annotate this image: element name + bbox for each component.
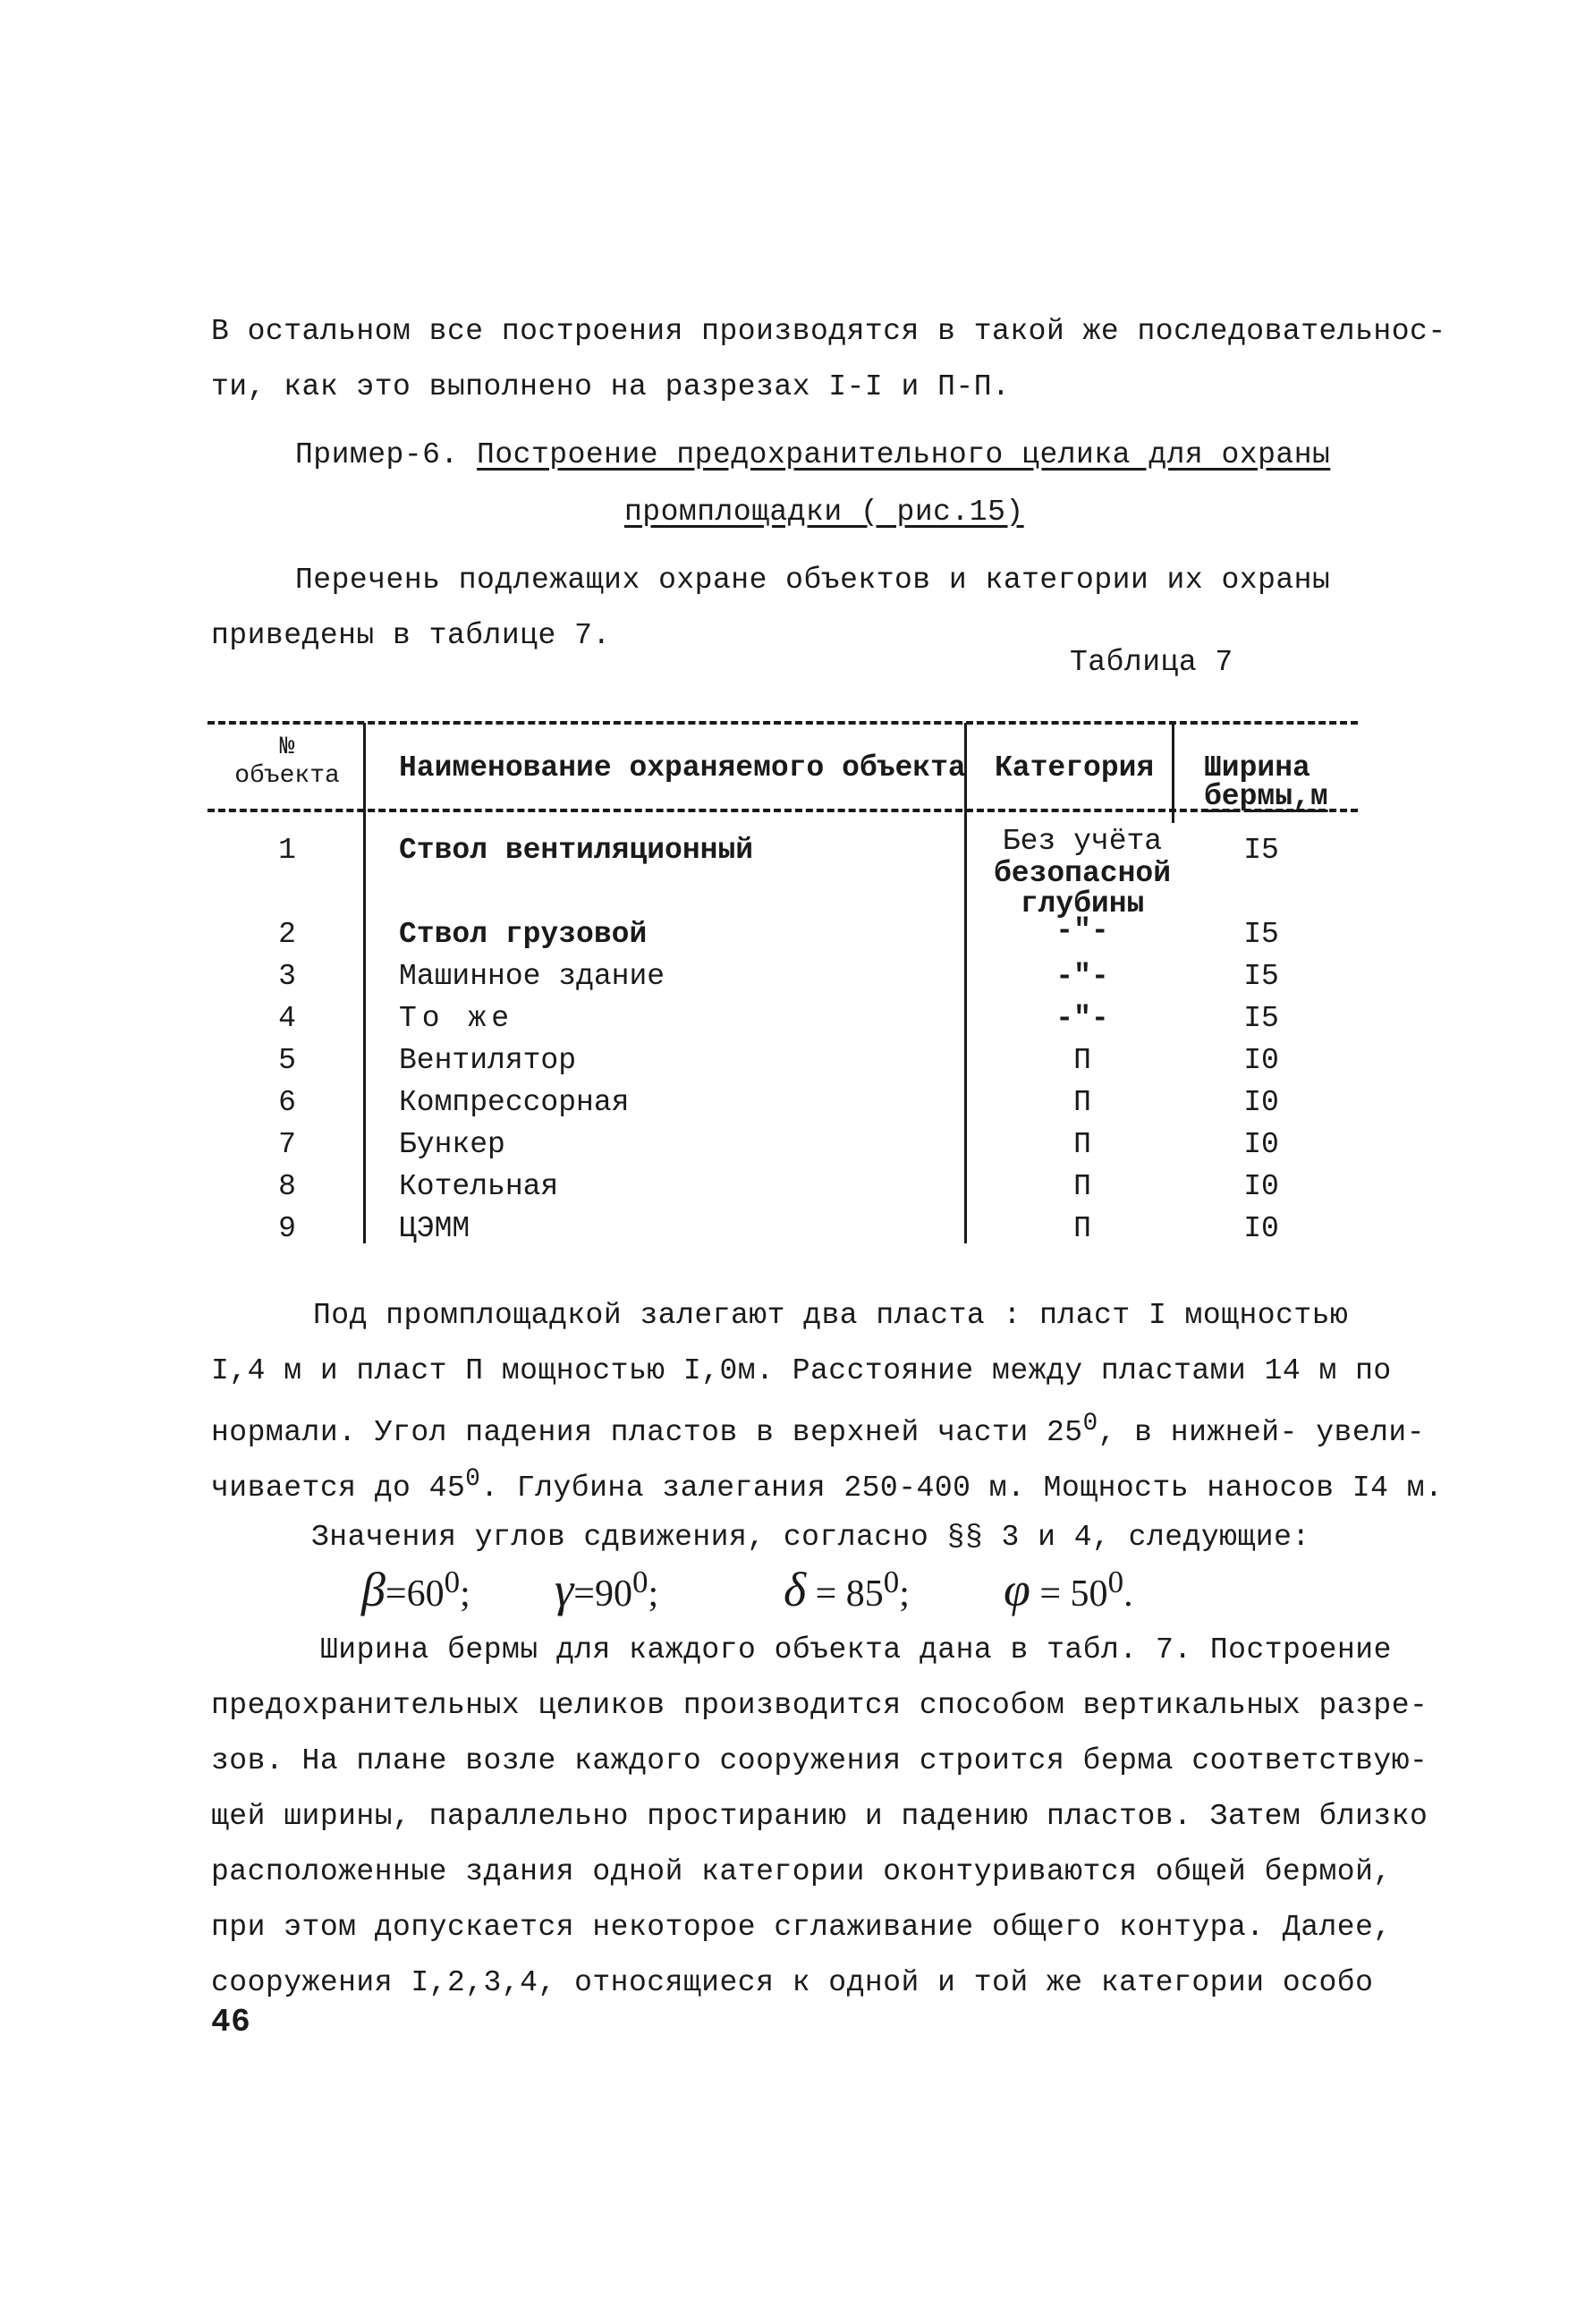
table-column-divider bbox=[1172, 723, 1174, 823]
angle-end: ; bbox=[460, 1573, 470, 1615]
row-name: Ствол грузовой bbox=[399, 918, 648, 951]
angle-end: ; bbox=[899, 1573, 910, 1615]
paragraph-line: В остальном все построения производятся в такой же последовательнос- bbox=[211, 315, 1446, 348]
angle-value: =60 bbox=[385, 1573, 445, 1615]
header-width-line2: бермы,м bbox=[1204, 780, 1328, 813]
row-name: Вентилятор bbox=[399, 1044, 577, 1077]
degree-mark: 0 bbox=[465, 1465, 481, 1493]
row-num: 9 bbox=[278, 1212, 296, 1245]
angle-delta bbox=[784, 1562, 910, 1617]
row-category: П bbox=[1073, 1128, 1091, 1161]
header-category: Категория bbox=[995, 751, 1155, 785]
degree-mark: 0 bbox=[1082, 1410, 1098, 1438]
angle-gamma bbox=[555, 1562, 658, 1617]
row-category: безопасной bbox=[993, 857, 1172, 890]
row-category: П bbox=[1073, 1212, 1091, 1245]
gamma-symbol: γ bbox=[555, 1563, 574, 1616]
example-title-line2: промплощадки ( рис.15) bbox=[624, 496, 1024, 529]
row-category: -"- bbox=[1055, 960, 1109, 993]
page-number: 46 bbox=[211, 2004, 251, 2040]
row-name: Ствол вентиляционный bbox=[399, 834, 754, 867]
header-num-label: объекта bbox=[234, 762, 340, 790]
intro-line: Перечень подлежащих охране объектов и категории их охраны bbox=[295, 564, 1331, 597]
table-header-rule bbox=[208, 809, 1358, 812]
angle-value: = 50 bbox=[1030, 1573, 1108, 1615]
beta-symbol: β bbox=[361, 1563, 386, 1616]
angle-end: ; bbox=[648, 1573, 659, 1615]
paragraph-line: ти, как это выполнено на разрезах I-I и П-П. bbox=[211, 370, 1011, 403]
row-name: То же bbox=[399, 1002, 515, 1035]
angle-phi bbox=[1004, 1562, 1133, 1617]
row-category: глубины bbox=[1020, 887, 1145, 920]
row-num: 3 bbox=[278, 960, 296, 993]
row-num: 7 bbox=[278, 1128, 296, 1161]
row-width: I5 bbox=[1243, 960, 1279, 993]
row-num: 5 bbox=[278, 1044, 296, 1077]
text-span: нормали. Угол падения пластов в верхней части 25 bbox=[211, 1416, 1083, 1449]
table-caption: Таблица 7 bbox=[1070, 646, 1233, 679]
angle-beta bbox=[361, 1562, 470, 1617]
table-top-rule bbox=[208, 721, 1358, 725]
row-width: I0 bbox=[1243, 1212, 1279, 1245]
row-width: I0 bbox=[1243, 1086, 1279, 1119]
paragraph-line bbox=[211, 1465, 1443, 1505]
paragraph-line: Ширина бермы для каждого объекта дана в табл. 7. Построение bbox=[320, 1633, 1392, 1667]
row-name: Компрессорная bbox=[399, 1086, 630, 1119]
example-prefix: Пример-6. bbox=[295, 438, 459, 471]
row-num: 8 bbox=[278, 1170, 296, 1203]
row-category: П bbox=[1073, 1086, 1091, 1119]
phi-symbol: φ bbox=[1004, 1563, 1030, 1616]
angle-value: =90 bbox=[573, 1573, 632, 1615]
header-name: Наименование охраняемого объекта bbox=[399, 751, 966, 785]
row-category: -"- bbox=[1055, 914, 1109, 947]
row-name: Бункер bbox=[399, 1128, 505, 1161]
paragraph-line: Значения углов сдвижения, согласно §§ 3 и 4, следующие: bbox=[311, 1521, 1310, 1554]
paragraph-line: I,4 м и пласт П мощностью I,0м. Расстояние между пластами 14 м по bbox=[211, 1354, 1392, 1387]
text-span: чивается до 45 bbox=[211, 1472, 466, 1505]
paragraph-line: предохранительных целиков производится способом вертикальных разре- bbox=[211, 1689, 1428, 1722]
row-category: -"- bbox=[1055, 1002, 1109, 1035]
row-name: Котельная bbox=[399, 1170, 559, 1203]
row-category: П bbox=[1073, 1044, 1091, 1077]
degree-mark: 0 bbox=[631, 1565, 648, 1599]
angle-end: . bbox=[1123, 1573, 1133, 1615]
paragraph-line: при этом допускается некоторое сглаживание общего контура. Далее, bbox=[211, 1911, 1392, 1944]
row-width: I0 bbox=[1243, 1170, 1279, 1203]
intro-line: приведены в таблице 7. bbox=[211, 619, 611, 652]
row-width: I5 bbox=[1243, 834, 1279, 867]
row-width: I5 bbox=[1243, 1002, 1279, 1035]
degree-mark: 0 bbox=[444, 1565, 461, 1599]
delta-symbol: δ bbox=[784, 1563, 807, 1616]
table-column-divider bbox=[363, 723, 366, 1243]
row-num: 6 bbox=[278, 1086, 296, 1119]
row-num: 2 bbox=[278, 918, 296, 951]
example-heading bbox=[295, 438, 1330, 471]
paragraph-line bbox=[211, 1410, 1425, 1449]
paragraph-line: расположенные здания одной категории оконтуриваются общей бермой, bbox=[211, 1855, 1392, 1888]
row-num: 4 bbox=[278, 1002, 296, 1035]
row-category: П bbox=[1073, 1170, 1091, 1203]
row-width: I5 bbox=[1243, 918, 1279, 951]
paragraph-line: сооружения I,2,3,4, относящиеся к одной и той же категории особо bbox=[211, 1966, 1374, 1999]
table-column-divider bbox=[964, 723, 967, 1243]
degree-mark: 0 bbox=[1107, 1565, 1124, 1599]
paragraph-line: зов. На плане возле каждого сооружения строится берма соответствую- bbox=[211, 1744, 1428, 1777]
row-width: I0 bbox=[1243, 1128, 1279, 1161]
row-num: 1 bbox=[278, 834, 296, 867]
paragraph-line: Под промплощадкой залегают два пласта : пласт I мощностью bbox=[313, 1299, 1349, 1332]
header-num-symbol: № bbox=[279, 734, 295, 761]
angle-value: = 85 bbox=[806, 1573, 884, 1615]
text-span: , в нижней- увели- bbox=[1098, 1416, 1426, 1449]
example-title-line1: Построение предохранительного целика для охраны bbox=[477, 438, 1331, 471]
row-width: I0 bbox=[1243, 1044, 1279, 1077]
row-name: ЦЭММ bbox=[399, 1212, 470, 1245]
text-span: . Глубина залегания 250-400 м. Мощность наносов I4 м. bbox=[480, 1472, 1444, 1505]
header-width-line1: Ширина bbox=[1204, 751, 1310, 785]
row-name: Машинное здание bbox=[399, 960, 665, 993]
paragraph-line: щей ширины, параллельно простиранию и падению пластов. Затем близко bbox=[211, 1800, 1428, 1833]
degree-mark: 0 bbox=[883, 1565, 900, 1599]
row-category: Без учёта bbox=[1002, 825, 1163, 858]
